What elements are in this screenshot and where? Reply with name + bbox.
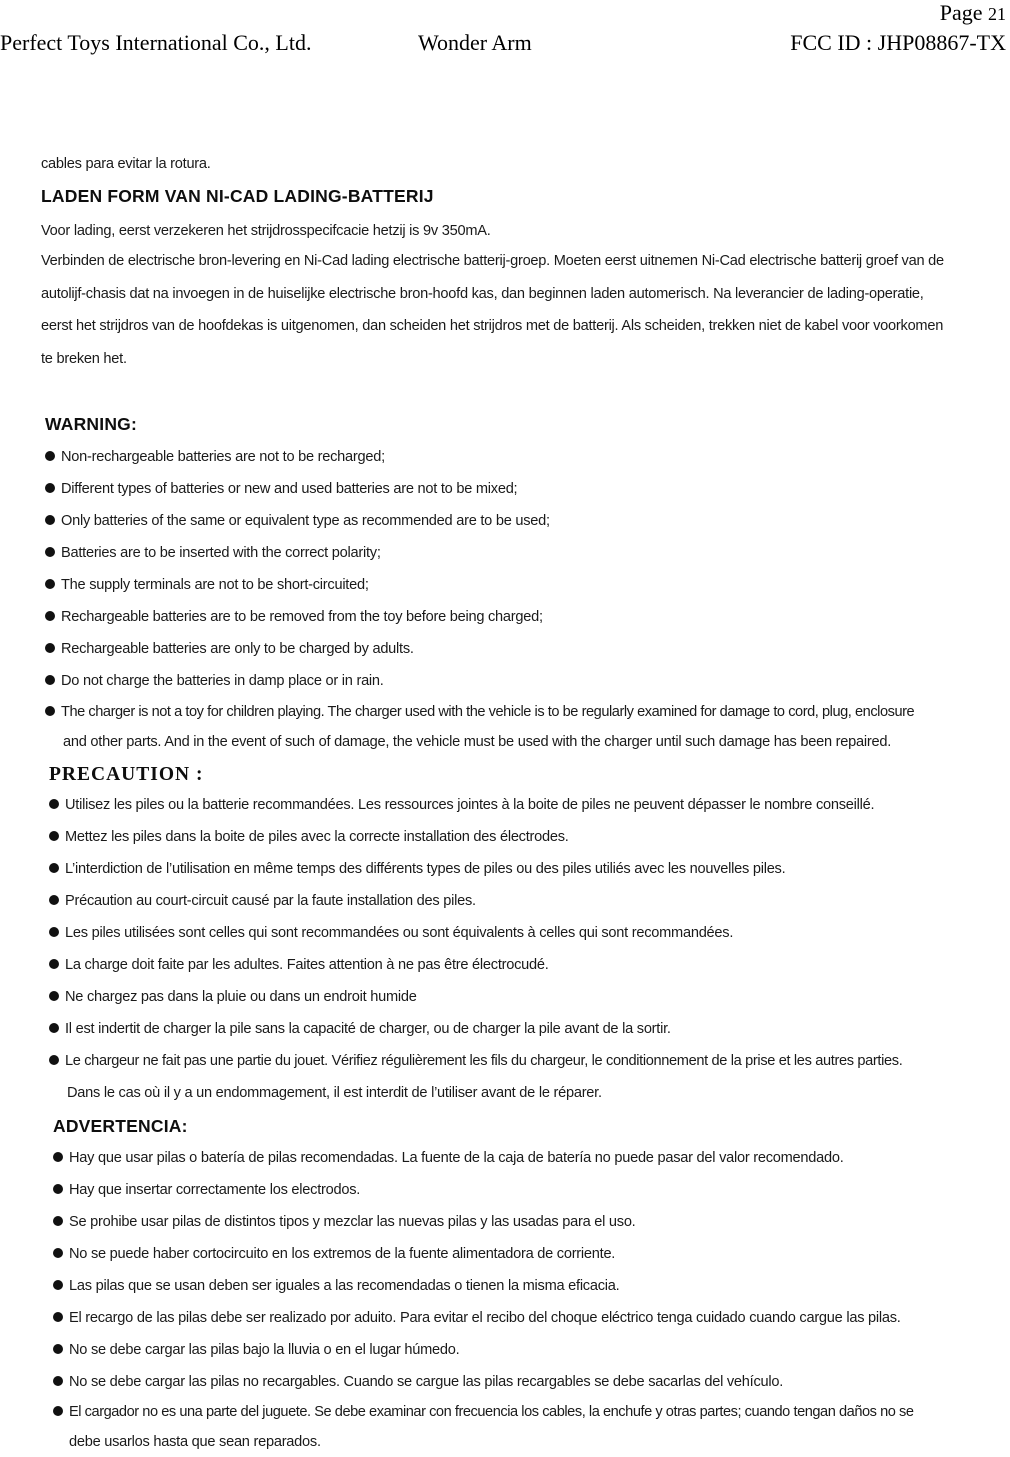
dutch-line: eerst het strijdros van de hoofdekas is uitgenomen, dan scheiden het strijdros met de batterij. Als scheiden, trekken niet de kabel voor voorkomen xyxy=(41,318,944,334)
advertencia-item: Hay que usar pilas o batería de pilas recomendadas. La fuente de la caja de batería no puede pasar del valor recomendado. xyxy=(53,1150,844,1166)
precaution-item: L’interdiction de l’utilisation en même temps des différents types de piles ou des piles utiliés avec les nouvelles piles. xyxy=(49,861,785,877)
dutch-line: te breken het. xyxy=(41,351,127,367)
precaution-item: Il est indertit de charger la pile sans la capacité de charger, ou de charger la pile avant de la sortir. xyxy=(49,1021,671,1037)
precaution-item: Ne chargez pas dans la pluie ou dans un endroit humide xyxy=(49,989,417,1005)
fcc-id: FCC ID : JHP08867-TX xyxy=(790,30,1006,55)
warning-item: Rechargeable batteries are only to be charged by adults. xyxy=(45,641,414,657)
bullet-icon xyxy=(49,991,59,1001)
bullet-icon xyxy=(45,675,55,685)
bullet-icon xyxy=(45,547,55,557)
warning-item: The charger is not a toy for children playing. The charger used with the vehicle is to be regularly examined for damage to cord, plug, enclosure xyxy=(45,704,914,720)
product-name: Wonder Arm xyxy=(418,30,532,55)
advertencia-heading: ADVERTENCIA: xyxy=(53,1116,188,1136)
bullet-icon xyxy=(45,643,55,653)
advertencia-continuation: debe usarlos hasta que sean reparados. xyxy=(69,1434,321,1450)
warning-item: The supply terminals are not to be short-circuited; xyxy=(45,577,369,593)
bullet-icon xyxy=(49,1055,59,1065)
bullet-icon xyxy=(53,1248,63,1258)
warning-heading: WARNING: xyxy=(45,414,138,434)
dutch-heading: LADEN FORM VAN NI-CAD LADING-BATTERIJ xyxy=(41,186,434,206)
bullet-icon xyxy=(49,831,59,841)
bullet-icon xyxy=(53,1280,63,1290)
bullet-icon xyxy=(45,579,55,589)
bullet-icon xyxy=(53,1376,63,1386)
company-name: Perfect Toys International Co., Ltd. xyxy=(0,30,312,55)
advertencia-item: No se debe cargar las pilas bajo la lluvia o en el lugar húmedo. xyxy=(53,1342,459,1358)
dutch-line: Verbinden de electrische bron-levering en Ni-Cad lading electrische batterij-groep. Moeten eerst uitnemen Ni-Cad electrische batterij groef van de xyxy=(41,253,944,269)
bullet-icon xyxy=(53,1216,63,1226)
dutch-line: autolijf-chasis dat na invoegen in de huiselijke electrische bron-hoofd kas, dan beginnen laden automerisch. Na leverancier de lading-operatie, xyxy=(41,286,924,302)
advertencia-item: Se prohibe usar pilas de distintos tipos y mezclar las nuevas pilas y las usadas para el uso. xyxy=(53,1214,636,1230)
dutch-line: Voor lading, eerst verzekeren het strijdrosspecifcacie hetzij is 9v 350mA. xyxy=(41,223,491,239)
page-number: 21 xyxy=(988,4,1006,24)
precaution-item: Mettez les piles dans la boite de piles avec la correcte installation des électrodes. xyxy=(49,829,569,845)
bullet-icon xyxy=(45,515,55,525)
bullet-icon xyxy=(53,1184,63,1194)
bullet-icon xyxy=(45,706,55,716)
bullet-icon xyxy=(49,799,59,809)
precaution-continuation: Dans le cas où il y a un endommagement, il est interdit de l’utiliser avant de le réparer. xyxy=(67,1085,602,1101)
bullet-icon xyxy=(49,895,59,905)
intro-line: cables para evitar la rotura. xyxy=(41,156,211,172)
advertencia-item: Hay que insertar correctamente los electrodos. xyxy=(53,1182,360,1198)
warning-continuation: and other parts. And in the event of such of damage, the vehicle must be used with the charger until such damage has been repaired. xyxy=(63,734,892,750)
bullet-icon xyxy=(49,863,59,873)
bullet-icon xyxy=(49,959,59,969)
precaution-item: Utilisez les piles ou la batterie recommandées. Les ressources jointes à la boite de piles ne peuvent dépasser le nombre conseillé. xyxy=(49,797,874,813)
bullet-icon xyxy=(49,1023,59,1033)
advertencia-item: El cargador no es una parte del juguete. Se debe examinar con frecuencia los cables, la enchufe y otras partes; cuando tengan daños no se xyxy=(53,1404,914,1420)
bullet-icon xyxy=(45,611,55,621)
advertencia-item: Las pilas que se usan deben ser iguales a las recomendadas o tienen la misma eficacia. xyxy=(53,1278,619,1294)
bullet-icon xyxy=(49,927,59,937)
precaution-item: Précaution au court-circuit causé par la faute installation des piles. xyxy=(49,893,476,909)
page-label: Page xyxy=(939,0,983,25)
bullet-icon xyxy=(53,1344,63,1354)
precaution-item: Le chargeur ne fait pas une partie du jouet. Vérifiez régulièrement les fils du chargeur, le conditionnement de la prise et les autres parties. xyxy=(49,1053,902,1069)
warning-item: Batteries are to be inserted with the correct polarity; xyxy=(45,545,381,561)
advertencia-item: No se debe cargar las pilas no recargables. Cuando se cargue las pilas recargables se debe sacarlas del vehículo. xyxy=(53,1374,783,1390)
warning-item: Non-rechargeable batteries are not to be recharged; xyxy=(45,449,385,465)
bullet-icon xyxy=(45,483,55,493)
warning-item: Do not charge the batteries in damp place or in rain. xyxy=(45,673,384,689)
advertencia-item: El recargo de las pilas debe ser realizado por aduito. Para evitar el recibo del choque eléctrico tenga cuidado cuando cargue las pilas. xyxy=(53,1310,901,1326)
precaution-heading: PRECAUTION : xyxy=(49,764,204,785)
warning-item: Different types of batteries or new and used batteries are not to be mixed; xyxy=(45,481,517,497)
advertencia-item: No se puede haber cortocircuito en los extremos de la fuente alimentadora de corriente. xyxy=(53,1246,615,1262)
warning-item: Rechargeable batteries are to be removed from the toy before being charged; xyxy=(45,609,543,625)
precaution-item: La charge doit faite par les adultes. Faites attention à ne pas être électrocudé. xyxy=(49,957,549,973)
bullet-icon xyxy=(45,451,55,461)
bullet-icon xyxy=(53,1152,63,1162)
bullet-icon xyxy=(53,1406,63,1416)
bullet-icon xyxy=(53,1312,63,1322)
warning-item: Only batteries of the same or equivalent type as recommended are to be used; xyxy=(45,513,550,529)
precaution-item: Les piles utilisées sont celles qui sont recommandées ou sont équivalents à celles qui sont recommandées. xyxy=(49,925,733,941)
page-indicator xyxy=(940,0,1006,26)
